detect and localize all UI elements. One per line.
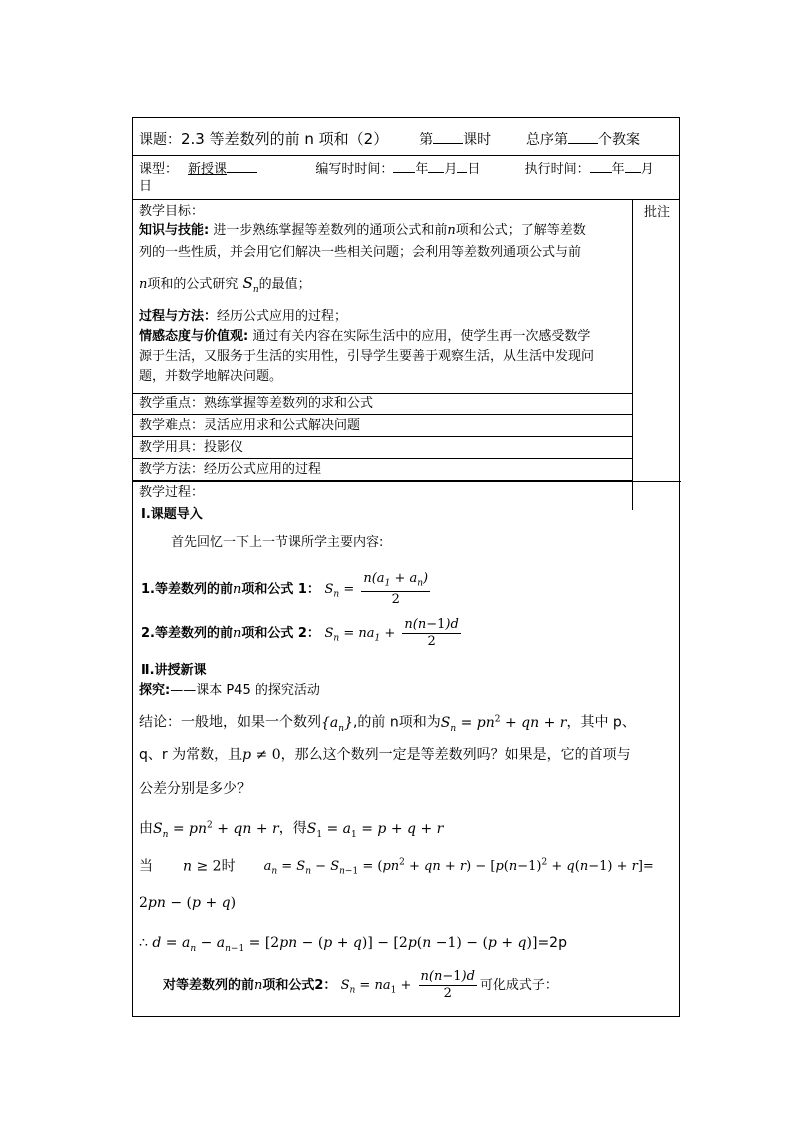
line2-a: q、r 为常数，且 — [139, 747, 243, 763]
section-2-heading: Ⅱ.讲授新课 — [141, 663, 207, 678]
explore-label: 探究: — [139, 683, 171, 698]
goals-heading: 教学目标： — [139, 204, 205, 219]
formula-1-line: 1.等差数列的前n项和公式 1： $S_n$ = $\frac{n(a_1 + a_n)}{2}$ — [141, 570, 433, 615]
derivation-line-4: ∴ $d = a_n - a_{n-1} = [2pn - (p + q)] - [2p(n -1) - (p + q)]=2p$ — [139, 935, 567, 954]
knowledge-text-1b: 项和公式；了解等差数 — [455, 223, 586, 238]
exec-year-blank[interactable] — [590, 160, 612, 173]
final-c: 可化成式子： — [479, 978, 558, 993]
formula-2-label: 2.等差数列的前 — [141, 626, 233, 641]
compose-month-blank[interactable] — [428, 160, 444, 173]
when-label: 当 — [139, 858, 153, 875]
formula-2-label2: 项和公式 2： — [241, 626, 320, 641]
lesson-title-line — [139, 130, 640, 149]
formula-2-line: 2.等差数列的前n项和公式 2： $S_n = na_1$ + $\frac{n(n-1)d}{2}$ — [141, 614, 464, 659]
derivation-line-1: 由$S_n = pn^2$ + qn + r，得$S_1 = a_1 = p + q + r$ — [139, 820, 444, 840]
knowledge-text-1: 进一步熟练掌握等差数列的通项公式和前 — [209, 223, 448, 238]
conclusion-line-2: q、r 为常数，且p ≠ 0，那么这个数列一定是等差数列吗？如果是，它的首项与 — [139, 747, 631, 763]
process-heading: 教学过程： — [139, 485, 205, 500]
exec-label: 执行时间： — [524, 162, 590, 177]
section-1-heading: Ⅰ.课题导入 — [141, 507, 203, 522]
lesson-title: 2.3 等差数列的前 n 项和（2） — [181, 130, 389, 148]
knowledge-line-2: 列的一些性质，并会用它们解决一些相关问题；会利用等差数列通项公式与前 — [139, 245, 582, 260]
knowledge-text-3a: 项和的公式研究 — [147, 277, 239, 292]
final-line: 对等差数列的前n项和公式2： $S_n = na_1$ + $\frac{n(n-1)d}{2}$ 可化成式子： — [163, 969, 558, 1001]
process-text: 经历公式应用的过程； — [217, 309, 348, 324]
final-a: 对等差数列的前 — [163, 978, 255, 993]
total-blank[interactable] — [568, 131, 598, 144]
recall-text: 首先回忆一下上一节课所学主要内容: — [171, 535, 384, 550]
emotion-line-3: 题，并数学地解决问题。 — [139, 369, 283, 384]
notes-column — [632, 200, 681, 510]
difficulty-row — [133, 415, 632, 437]
total-suffix: 个教案 — [598, 132, 641, 148]
when-cond: 时 — [221, 858, 236, 875]
period-prefix: 第 — [419, 132, 434, 148]
tools-row — [133, 437, 632, 459]
exec-month-blank[interactable] — [625, 160, 641, 173]
knowledge-label: 知识与技能: — [139, 223, 210, 238]
exec-year: 年 — [611, 162, 625, 177]
compose-day-blank[interactable] — [457, 160, 467, 173]
n-symbol: n — [447, 223, 456, 238]
knowledge-line-1 — [139, 222, 586, 240]
compose-month: 月 — [444, 162, 458, 177]
d-result: =2p — [537, 935, 567, 951]
derivation-line-3: 2pn − (p + q) — [139, 895, 237, 911]
type-value: 新授课 — [188, 162, 228, 177]
lesson-plan-table — [132, 117, 680, 1017]
process-method-line — [139, 308, 347, 326]
emotion-label: 情感态度与价值观: — [139, 329, 249, 344]
total-prefix: 总序第 — [526, 132, 569, 148]
goals-block — [133, 200, 632, 394]
method-text: 教学方法：经历公式应用的过程 — [139, 462, 322, 477]
emotion-line-1 — [139, 328, 590, 346]
emotion-line-2: 源于生活，又服务于生活的实用性，引导学生要善于观察生活，从生活中发现问 — [139, 349, 595, 364]
lesson-label: 课题： — [139, 132, 181, 148]
conclusion-line-3: 公差分别是多少？ — [139, 781, 251, 797]
type-blank — [227, 160, 257, 173]
exec-day: 日 — [139, 179, 153, 194]
period-blank[interactable] — [433, 131, 463, 144]
notes-label: 批注 — [644, 205, 671, 220]
period-suffix: 课时 — [463, 132, 492, 148]
conclusion-a: 结论：一般地，如果一个数列 — [139, 714, 321, 731]
derivation-line-2: 当 n ≥ 2时 $a_n = S_n - S_{n-1} = (pn^2$ + qn + $r) - [p(n-1)^2 + q(n-1) + r]=$ — [139, 858, 654, 877]
formula-2: $S_n = na_1$ + $\frac{n(n-1)d}{2}$ — [324, 617, 459, 649]
formula-1: $S_n$ = $\frac{n(a_1 + a_n)}{2}$ — [324, 570, 429, 608]
conclusion-b: ,的前 n项和为 — [352, 714, 441, 731]
type-label: 课型： — [139, 162, 179, 177]
method-row — [133, 459, 632, 481]
conclusion-line-1: 结论：一般地，如果一个数列$\{a_n\}$,的前 n项和为$S_n = pn^2$ + qn + r，其中 p、 — [139, 714, 636, 734]
from-a: 由 — [139, 820, 153, 837]
explore-text: ——课本 P45 的探究活动 — [170, 683, 320, 698]
header-row — [133, 118, 679, 156]
process-section — [133, 481, 681, 1018]
conclusion-c: ，其中 p、 — [566, 714, 636, 731]
final-b: 项和公式2： — [262, 978, 337, 993]
compose-day: 日 — [467, 162, 481, 177]
emotion-text-1: 通过有关内容在实际生活中的应用，使学生再一次感受数学 — [248, 329, 591, 344]
key-point-text: 教学重点：熟练掌握等差数列的求和公式 — [139, 396, 374, 411]
knowledge-text-3b: 的最值； — [258, 277, 311, 292]
compose-year-blank[interactable] — [393, 160, 415, 173]
formula-1-label2: 项和公式 1： — [241, 582, 320, 597]
final-formula: $S_n = na_1$ + $\frac{n(n-1)d}{2}$ — [340, 969, 475, 1001]
exec-month: 月 — [640, 162, 654, 177]
info-line — [139, 160, 654, 179]
difficulty-text: 教学难点：灵活应用求和公式解决问题 — [139, 418, 361, 433]
formula-1-label: 1.等差数列的前 — [141, 582, 233, 597]
explore-line — [139, 682, 320, 700]
from-b: ，得 — [278, 820, 307, 837]
knowledge-line-3: n项和的公式研究 $S_n$的最值； — [139, 274, 311, 295]
process-label: 过程与方法： — [139, 309, 218, 324]
key-point-row — [133, 394, 632, 415]
tools-text: 教学用具：投影仪 — [139, 440, 244, 455]
line2-b: ，那么这个数列一定是等差数列吗？如果是，它的首项与 — [280, 747, 631, 763]
compose-year: 年 — [415, 162, 429, 177]
compose-label: 编写时时间： — [315, 162, 394, 177]
info-row — [133, 156, 679, 200]
